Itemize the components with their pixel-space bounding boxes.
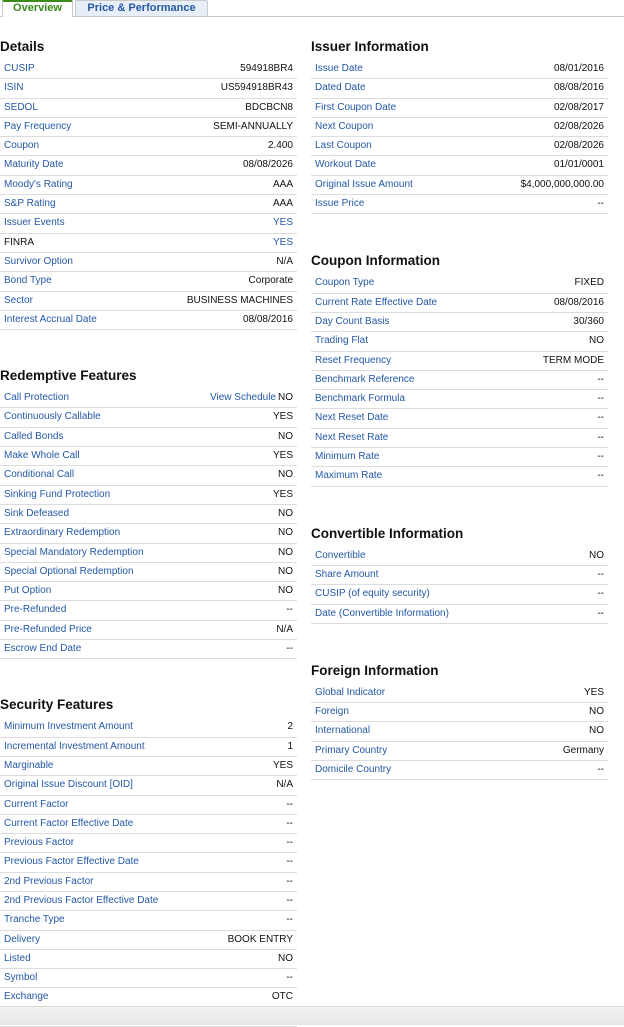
- row-value: NO: [278, 952, 293, 964]
- row-value: --: [286, 972, 293, 984]
- row-value: N/A: [276, 623, 293, 635]
- table-row: [0, 428, 297, 447]
- issuer-events-link[interactable]: YES: [272, 217, 293, 229]
- row-value: OTC: [271, 991, 293, 1003]
- table-row: [0, 99, 297, 118]
- table-row: [0, 176, 297, 195]
- row-value: 2.400: [267, 140, 293, 152]
- table-row: [0, 234, 297, 253]
- table-row: [0, 738, 297, 757]
- row-label[interactable]: Global Indicator: [315, 686, 386, 698]
- table-row: [0, 466, 297, 485]
- row-label[interactable]: Marginable: [4, 759, 54, 771]
- row-label[interactable]: CUSIP: [4, 63, 35, 74]
- row-value: NO: [278, 469, 293, 481]
- table-row: [0, 544, 297, 563]
- row-value: --: [286, 604, 293, 616]
- table-row: [0, 834, 297, 853]
- row-value: 1: [287, 740, 293, 752]
- row-label[interactable]: Moody's Rating: [4, 178, 73, 190]
- row-value: NO: [278, 585, 293, 597]
- row-value: N/A: [276, 255, 293, 267]
- row-value: BUSINESS MACHINES: [186, 294, 293, 306]
- convertible-information-heading: Convertible Information: [311, 525, 464, 541]
- row-label[interactable]: International: [315, 725, 371, 737]
- details-table: [0, 60, 297, 330]
- row-label[interactable]: Survivor Option: [4, 255, 73, 267]
- table-row: [311, 761, 608, 780]
- table-row: [0, 911, 297, 930]
- row-value: YES: [272, 411, 293, 423]
- table-row: [311, 429, 608, 448]
- row-label[interactable]: Reset Frequency: [315, 354, 392, 366]
- row-label[interactable]: Sector: [4, 294, 33, 306]
- row-label[interactable]: Minimum Rate: [315, 451, 380, 463]
- tab-overview[interactable]: Overview: [2, 0, 73, 17]
- table-row: [311, 313, 608, 332]
- row-label[interactable]: Delivery: [4, 933, 41, 945]
- row-value: --: [286, 894, 293, 906]
- table-row: [0, 853, 297, 872]
- table-row: [0, 718, 297, 737]
- finra-link[interactable]: YES: [272, 236, 293, 248]
- row-label[interactable]: Special Mandatory Redemption: [4, 546, 144, 558]
- row-label[interactable]: Convertible: [315, 549, 366, 561]
- row-label[interactable]: Bond Type: [4, 275, 52, 287]
- tab-bar: [0, 0, 624, 17]
- table-row: [311, 137, 608, 156]
- row-label[interactable]: ISIN: [4, 82, 24, 94]
- row-label[interactable]: Date (Convertible Information): [315, 607, 449, 619]
- row-value: 2: [287, 721, 293, 733]
- row-label[interactable]: Workout Date: [315, 159, 376, 171]
- row-value: NO: [589, 706, 604, 718]
- row-value: Germany: [562, 744, 604, 756]
- row-value: Corporate: [248, 275, 293, 287]
- row-label[interactable]: Issuer Events: [4, 217, 65, 229]
- row-label[interactable]: Original Issue Discount [OID]: [4, 779, 133, 791]
- row-value: 08/08/2016: [242, 313, 293, 325]
- table-row: [311, 60, 608, 79]
- row-label[interactable]: 2nd Previous Factor: [4, 875, 94, 887]
- row-label[interactable]: Current Factor: [4, 798, 69, 810]
- table-row: [0, 311, 297, 330]
- table-row: [0, 60, 297, 79]
- row-value: --: [597, 198, 604, 210]
- row-value: 02/08/2026: [553, 120, 604, 132]
- table-row: [311, 409, 608, 428]
- issuer-table: [311, 60, 608, 214]
- row-value: --: [597, 470, 604, 482]
- table-row: [0, 796, 297, 815]
- table-row: [0, 815, 297, 834]
- row-label[interactable]: Dated Date: [315, 82, 366, 94]
- table-row: [0, 195, 297, 214]
- row-value: NO: [278, 546, 293, 558]
- row-label[interactable]: Foreign: [315, 706, 349, 718]
- table-row: [0, 582, 297, 601]
- row-value: --: [597, 431, 604, 443]
- row-label[interactable]: Next Coupon: [315, 120, 374, 132]
- row-value: TERM MODE: [542, 354, 604, 366]
- row-label[interactable]: Current Rate Effective Date: [315, 296, 438, 308]
- table-row: [311, 99, 608, 118]
- table-row: [311, 195, 608, 214]
- table-row: [311, 156, 608, 175]
- foreign-information-heading: Foreign Information: [311, 662, 439, 678]
- table-row: [0, 757, 297, 776]
- row-label[interactable]: Previous Factor: [4, 837, 75, 849]
- row-label[interactable]: Continuously Callable: [4, 411, 101, 423]
- row-label[interactable]: Sinking Fund Protection: [4, 488, 111, 500]
- table-row: [311, 332, 608, 351]
- table-row: [311, 605, 608, 624]
- row-value: FIXED: [574, 277, 604, 289]
- row-label[interactable]: Call Protection: [4, 392, 70, 404]
- call-protection-value: NO: [278, 392, 293, 404]
- table-row: [0, 505, 297, 524]
- row-label[interactable]: Previous Factor Effective Date: [4, 856, 139, 868]
- table-row: [311, 684, 608, 703]
- row-label[interactable]: 2nd Previous Factor Effective Date: [4, 894, 159, 906]
- row-label[interactable]: Issue Price: [315, 198, 365, 210]
- row-value: --: [597, 588, 604, 600]
- table-row: [0, 253, 297, 272]
- table-row: [311, 703, 608, 722]
- row-value: --: [597, 412, 604, 424]
- table-row: [0, 389, 297, 408]
- row-value: 08/08/2026: [242, 159, 293, 171]
- table-row: [0, 447, 297, 466]
- table-row: [0, 969, 297, 988]
- row-value: [210, 389, 293, 407]
- row-value: 01/01/0001: [553, 159, 604, 171]
- redemptive-table: [0, 389, 297, 659]
- convertible-table: [311, 547, 608, 624]
- table-row: [311, 371, 608, 390]
- left-column: [0, 34, 297, 1027]
- row-label[interactable]: Next Reset Date: [315, 412, 389, 424]
- row-value: 30/360: [573, 315, 604, 327]
- row-value: BDCBCN8: [245, 101, 293, 113]
- row-value: 02/08/2017: [553, 101, 604, 113]
- row-label[interactable]: Put Option: [4, 585, 52, 597]
- table-row: [311, 722, 608, 741]
- row-value: YES: [272, 759, 293, 771]
- table-row: [311, 274, 608, 293]
- row-value: --: [597, 393, 604, 405]
- table-row: [0, 214, 297, 233]
- row-label[interactable]: Share Amount: [315, 568, 379, 580]
- table-row: [0, 640, 297, 659]
- table-row: [0, 79, 297, 98]
- table-row: [311, 176, 608, 195]
- right-column: [311, 34, 608, 780]
- row-label[interactable]: Maximum Rate: [315, 470, 383, 482]
- row-label[interactable]: Pay Frequency: [4, 120, 72, 132]
- row-value: YES: [272, 450, 293, 462]
- table-row: [311, 118, 608, 137]
- table-row: [0, 950, 297, 969]
- table-row: [0, 892, 297, 911]
- row-value: NO: [589, 725, 604, 737]
- row-label[interactable]: Exchange: [4, 991, 49, 1003]
- security-features-heading: Security Features: [0, 697, 114, 713]
- table-row: [0, 156, 297, 175]
- row-value: --: [286, 798, 293, 810]
- table-row: [0, 601, 297, 620]
- row-label[interactable]: Sink Defeased: [4, 507, 70, 519]
- row-label[interactable]: Coupon: [4, 140, 40, 152]
- redemptive-features-heading: Redemptive Features: [0, 368, 137, 384]
- row-value: 08/01/2016: [553, 63, 604, 74]
- row-label[interactable]: Domicile Country: [315, 764, 392, 776]
- row-value: NO: [589, 335, 604, 347]
- security-table: [0, 718, 297, 1027]
- row-value: --: [286, 837, 293, 849]
- row-label[interactable]: Primary Country: [315, 744, 388, 756]
- row-label[interactable]: CUSIP (of equity security): [315, 588, 430, 600]
- table-row: [0, 118, 297, 137]
- row-value: --: [597, 607, 604, 619]
- table-row: [0, 524, 297, 543]
- foreign-table: [311, 684, 608, 780]
- row-value: NO: [278, 507, 293, 519]
- row-label[interactable]: Escrow End Date: [4, 643, 82, 655]
- row-label[interactable]: Conditional Call: [4, 469, 75, 481]
- row-value: --: [597, 373, 604, 385]
- table-row: [0, 776, 297, 795]
- row-label[interactable]: Tranche Type: [4, 914, 65, 926]
- coupon-table: [311, 274, 608, 486]
- table-row: [311, 79, 608, 98]
- row-value: US594918BR43: [220, 82, 293, 94]
- row-label[interactable]: Maturity Date: [4, 159, 64, 171]
- row-value: --: [286, 643, 293, 655]
- row-value: $4,000,000,000.00: [520, 178, 604, 190]
- table-row: [0, 292, 297, 311]
- row-value: --: [597, 764, 604, 776]
- row-label[interactable]: Interest Accrual Date: [4, 313, 97, 325]
- issuer-information-heading: Issuer Information: [311, 39, 429, 54]
- row-label[interactable]: Symbol: [4, 972, 38, 984]
- row-label[interactable]: Special Optional Redemption: [4, 565, 134, 577]
- row-label[interactable]: Called Bonds: [4, 430, 64, 442]
- table-row: [311, 585, 608, 604]
- row-value: BOOK ENTRY: [227, 933, 293, 945]
- row-value: AAA: [272, 198, 293, 210]
- table-row: [311, 547, 608, 566]
- row-label[interactable]: Next Reset Rate: [315, 431, 389, 443]
- table-row: [311, 390, 608, 409]
- row-label[interactable]: Incremental Investment Amount: [4, 740, 145, 752]
- table-row: [0, 408, 297, 427]
- row-value: NO: [278, 527, 293, 539]
- row-value: YES: [583, 686, 604, 698]
- table-row: [0, 988, 297, 1007]
- table-row: [0, 931, 297, 950]
- coupon-information-heading: Coupon Information: [311, 253, 440, 269]
- row-value: --: [286, 914, 293, 926]
- table-row: [311, 566, 608, 585]
- details-heading: Details: [0, 39, 45, 54]
- row-label[interactable]: Benchmark Formula: [315, 393, 406, 405]
- table-row: [0, 272, 297, 291]
- row-value: NO: [278, 565, 293, 577]
- row-label[interactable]: Issue Date: [315, 63, 363, 74]
- row-value: AAA: [272, 178, 293, 190]
- row-label[interactable]: S&P Rating: [4, 198, 56, 210]
- row-label[interactable]: Extraordinary Redemption: [4, 527, 121, 539]
- table-row: [311, 448, 608, 467]
- row-value: NO: [278, 430, 293, 442]
- row-value: --: [597, 451, 604, 463]
- row-label[interactable]: Current Factor Effective Date: [4, 817, 134, 829]
- table-row: [311, 352, 608, 371]
- row-value: N/A: [276, 779, 293, 791]
- row-label[interactable]: Make Whole Call: [4, 450, 80, 462]
- table-row: [0, 137, 297, 156]
- row-label[interactable]: Last Coupon: [315, 140, 372, 152]
- table-row: [311, 742, 608, 761]
- view-schedule-link[interactable]: View Schedule: [210, 392, 276, 404]
- row-value: --: [286, 856, 293, 868]
- row-label[interactable]: First Coupon Date: [315, 101, 397, 113]
- row-value: --: [597, 568, 604, 580]
- table-row: [311, 467, 608, 486]
- table-row: [311, 294, 608, 313]
- row-label[interactable]: Original Issue Amount: [315, 178, 413, 190]
- horizontal-scrollbar[interactable]: [0, 1006, 624, 1025]
- row-label[interactable]: Benchmark Reference: [315, 373, 415, 385]
- row-label[interactable]: Coupon Type: [315, 277, 375, 289]
- row-value: 08/08/2016: [553, 82, 604, 94]
- row-value: --: [286, 875, 293, 887]
- row-label[interactable]: SEDOL: [4, 101, 38, 113]
- row-label[interactable]: Minimum Investment Amount: [4, 721, 133, 733]
- table-row: [0, 621, 297, 640]
- row-value: NO: [589, 549, 604, 561]
- row-value: 08/08/2016: [553, 296, 604, 308]
- row-label[interactable]: Listed: [4, 952, 31, 964]
- tab-price-performance[interactable]: Price & Performance: [75, 0, 208, 16]
- row-value: SEMI-ANNUALLY: [213, 120, 293, 132]
- row-value: --: [286, 817, 293, 829]
- row-label[interactable]: Pre-Refunded: [4, 604, 67, 616]
- row-value: 02/08/2026: [553, 140, 604, 152]
- row-label[interactable]: Trading Flat: [315, 335, 368, 347]
- row-value: YES: [272, 488, 293, 500]
- table-row: [0, 486, 297, 505]
- row-label: FINRA: [4, 236, 34, 248]
- table-row: [0, 563, 297, 582]
- row-label[interactable]: Day Count Basis: [315, 315, 390, 327]
- table-row: [0, 873, 297, 892]
- row-value: 594918BR4: [240, 63, 293, 74]
- row-label[interactable]: Pre-Refunded Price: [4, 623, 92, 635]
